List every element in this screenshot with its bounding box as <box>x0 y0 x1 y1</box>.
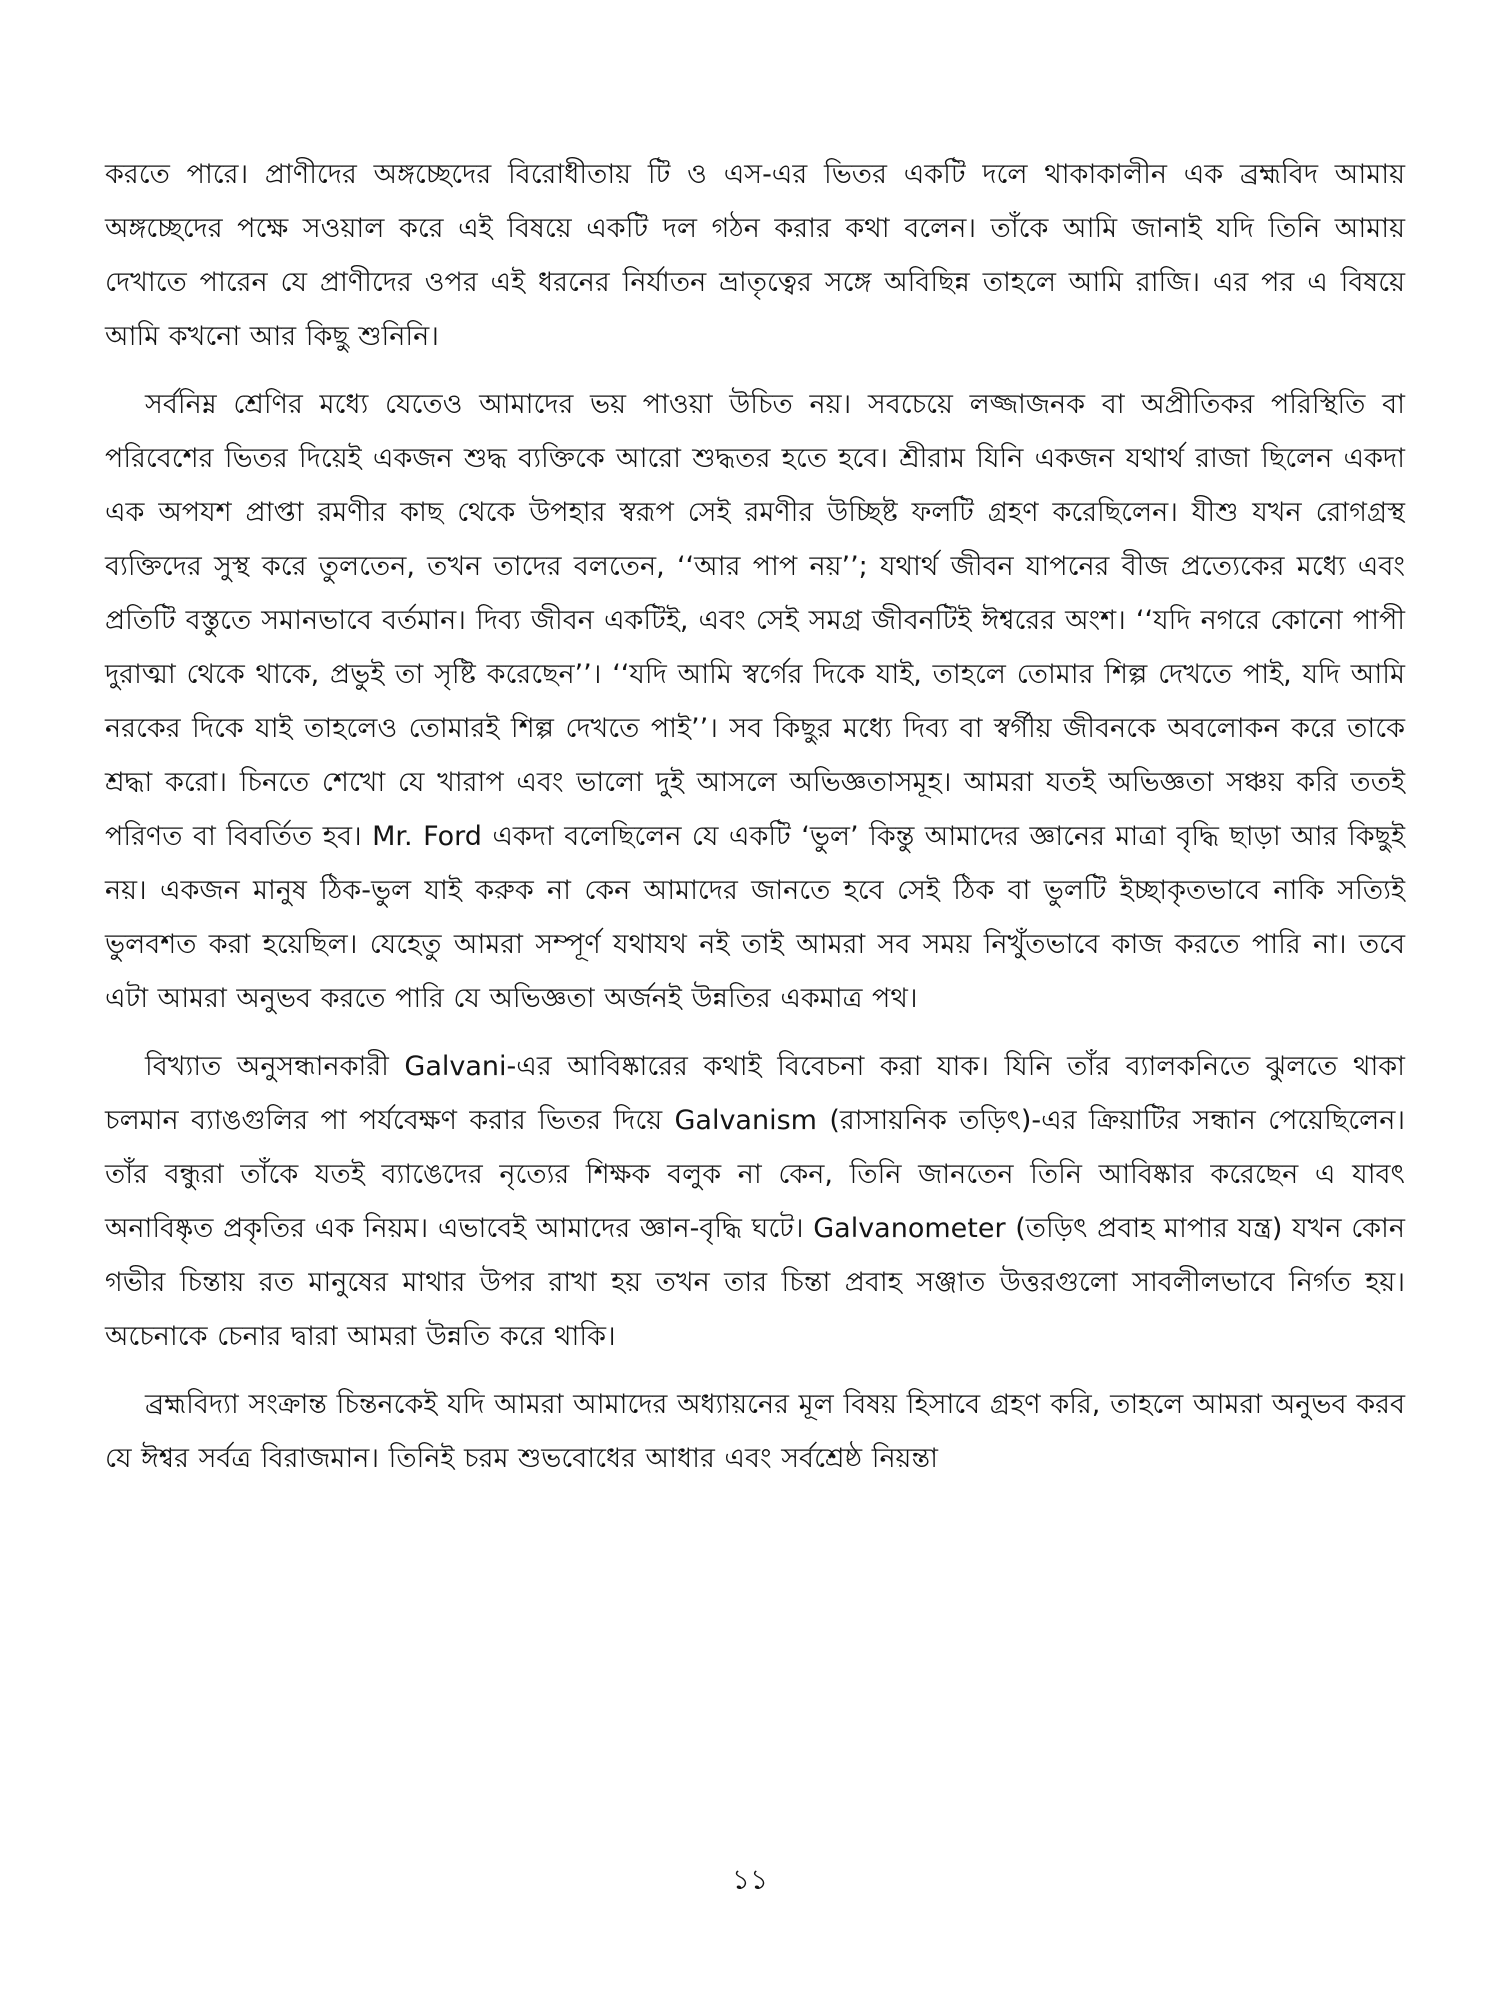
paragraph-4: ব্রহ্মবিদ্যা সংক্রান্ত চিন্তনকেই যদি আমরা আমাদের অধ্যায়নের মূল বিষয় হিসাবে গ্রহণ করি, তাহলে আমরা অনুভব করব যে ঈশ্বর সর্বত্র বিরাজমান। তিনিই চরম শুভবোধের আধার এবং সর্বশ্রেষ্ঠ নিয়ন্তা <box>105 1389 1405 1474</box>
paragraph-2: সর্বনিম্ন শ্রেণির মধ্যে যেতেও আমাদের ভয় পাওয়া উচিত নয়। সবচেয়ে লজ্জাজনক বা অপ্রীতিকর পরিস্থিতি বা পরিবেশের ভিতর দিয়েই একজন শুদ্ধ ব্যক্তিকে আরো শুদ্ধতর হতে হবে। শ্রীরাম যিনি একজন যথার্থ রাজা ছিলেন একদা এক অপযশ প্রাপ্তা রমণীর কাছ থেকে উপহার স্বরূপ সেই রমণীর উচ্ছিষ্ট ফলটি গ্রহণ করেছিলেন। যীশু যখন রোগগ্রস্থ ব্যক্তিদের সুস্থ করে তুলতেন, তখন তাদের বলতেন, ‘‘আর পাপ নয়’’; যথার্থ জীবন যাপনের বীজ প্রত্যেকের মধ্যে এবং প্রতিটি বস্তুতে সমানভাবে বর্তমান। দিব্য জীবন একটিই, এবং সেই সমগ্র জীবনটিই ঈশ্বরের অংশ। ‘‘যদি নগরে কোনো পাপী দুরাত্মা থেকে থাকে, প্রভুই তা সৃষ্টি করেছেন’’। ‘‘যদি আমি স্বর্গের দিকে যাই, তাহলে তোমার শিল্প দেখতে পাই, যদি আমি নরকের দিকে যাই তাহলেও তোমারই শিল্প দেখতে পাই’’। সব কিছুর মধ্যে দিব্য বা স্বর্গীয় জীবনকে অবলোকন করে তাকে শ্রদ্ধা করো। চিনতে শেখো যে খারাপ এবং ভালো দুই আসলে অভিজ্ঞতাসমূহ। আমরা যতই অভিজ্ঞতা সঞ্চয় করি ততই পরিণত বা বিবর্তিত হব। Mr. Ford একদা বলেছিলেন যে একটি ‘ভুল’ কিন্তু আমাদের জ্ঞানের মাত্রা বৃদ্ধি ছাড়া আর কিছুই নয়। একজন মানুষ ঠিক-ভুল যাই করুক না কেন আমাদের জানতে হবে সেই ঠিক বা ভুলটি ইচ্ছাকৃতভাবে নাকি সত্যিই ভুলবশত করা হয়েছিল। যেহেতু আমরা সম্পূর্ণ যথাযথ নই তাই আমরা সব সময় নিখুঁতভাবে কাজ করতে পারি না। তবে এটা আমরা অনুভব করতে পারি যে অভিজ্ঞতা অর্জনই উন্নতির একমাত্র পথ। <box>105 389 1405 1014</box>
paragraph-1: করতে পারে। প্রাণীদের অঙ্গচ্ছেদের বিরোধীতায় টি ও এস-এর ভিতর একটি দলে থাকাকালীন এক ব্রহ্মবিদ আমায় অঙ্গচ্ছেদের পক্ষে সওয়াল করে এই বিষয়ে একটি দল গঠন করার কথা বলেন। তাঁকে আমি জানাই যদি তিনি আমায় দেখাতে পারেন যে প্রাণীদের ওপর এই ধরনের নির্যাতন ভ্রাতৃত্বের সঙ্গে অবিছিন্ন তাহলে আমি রাজি। এর পর এ বিষয়ে আমি কখনো আর কিছু শুনিনি। <box>105 159 1405 352</box>
paragraph-3: বিখ্যাত অনুসন্ধানকারী Galvani-এর আবিষ্কারের কথাই বিবেচনা করা যাক। যিনি তাঁর ব্যালকনিতে ঝুলতে থাকা চলমান ব্যাঙগুলির পা পর্যবেক্ষণ করার ভিতর দিয়ে Galvanism (রাসায়নিক তড়িৎ)-এর ক্রিয়াটির সন্ধান পেয়েছিলেন। তাঁর বন্ধুরা তাঁকে যতই ব্যাঙেদের নৃত্যের শিক্ষক বলুক না কেন, তিনি জানতেন তিনি আবিষ্কার করেছেন এ যাবৎ অনাবিষ্কৃত প্রকৃতির এক নিয়ম। এভাবেই আমাদের জ্ঞান-বৃদ্ধি ঘটে। Galvanometer (তড়িৎ প্রবাহ মাপার যন্ত্র) যখন কোন গভীর চিন্তায় রত মানুষের মাথার উপর রাখা হয় তখন তার চিন্তা প্রবাহ সঞ্জাত উত্তরগুলো সাবলীলভাবে নির্গত হয়। অচেনাকে চেনার দ্বারা আমরা উন্নতি করে থাকি। <box>105 1051 1405 1352</box>
body-text <box>105 148 1405 1486</box>
page-number: ১১ <box>731 1863 769 1896</box>
